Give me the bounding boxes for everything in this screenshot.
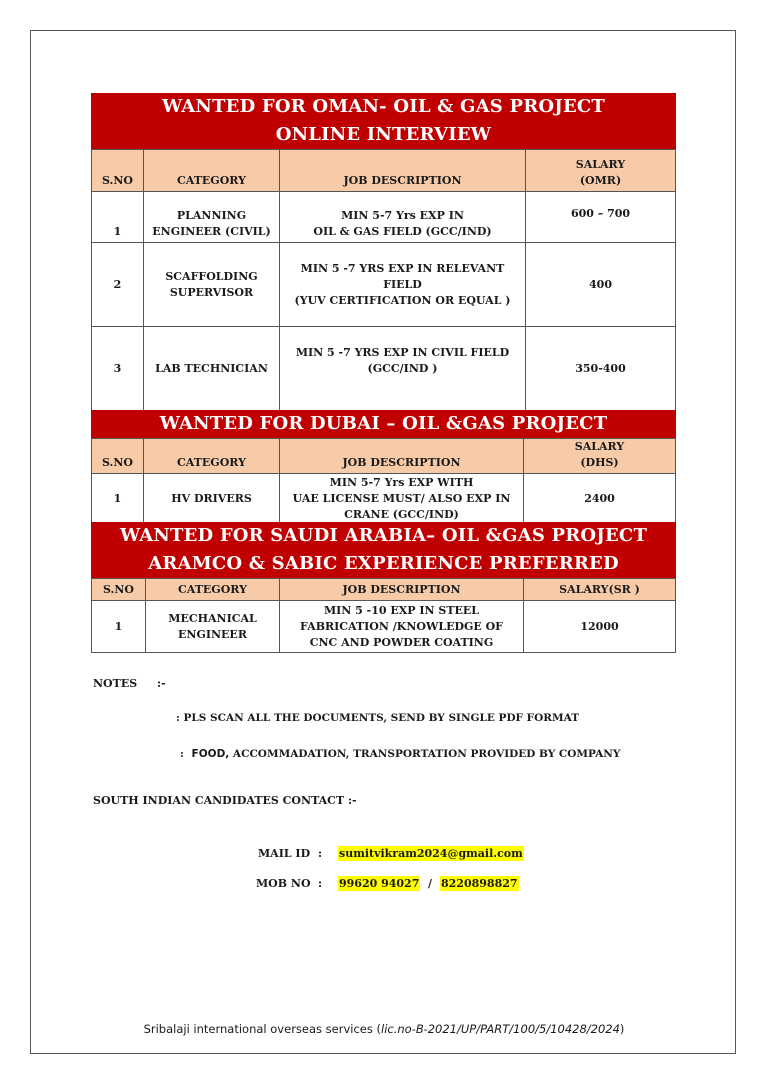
oman-table <box>91 149 676 411</box>
header-job-description: JOB DESCRIPTION <box>280 150 526 192</box>
header-salary-currency: (DHS) <box>580 456 619 469</box>
category-line: ENGINEER (CIVIL) <box>152 225 271 238</box>
header-sno: S.NO <box>92 150 144 192</box>
job-line: OIL & GAS FIELD (GCC/IND) <box>313 225 492 238</box>
dubai-banner: WANTED FOR DUBAI – OIL &GAS PROJECT <box>91 410 676 438</box>
footer-license: lic.no-B-2021/UP/PART/100/5/10428/2024 <box>381 1022 620 1036</box>
job-line: FIELD <box>383 277 422 291</box>
header-salary-currency: (OMR) <box>579 174 622 187</box>
row-salary: 12000 <box>524 601 676 653</box>
category-line: SUPERVISOR <box>169 285 254 299</box>
category-line: SCAFFOLDING <box>165 269 258 283</box>
header-job-description: JOB DESCRIPTION <box>280 439 524 474</box>
job-line: MIN 5-7 Yrs EXP IN <box>341 209 464 222</box>
header-salary: SALARY(SR ) <box>524 579 676 601</box>
job-line: (YUV CERTIFICATION OR EQUAL ) <box>294 293 511 307</box>
row-job-description <box>280 601 524 653</box>
row-category <box>146 601 280 653</box>
oman-banner-title: WANTED FOR OMAN- OIL & GAS PROJECT <box>162 96 605 117</box>
footer-company: Sribalaji international overseas services ( <box>143 1022 382 1036</box>
job-line: CNC AND POWDER COATING <box>309 635 494 649</box>
header-job-description: JOB DESCRIPTION <box>280 579 524 601</box>
saudi-banner <box>91 522 676 578</box>
row-salary: 400 <box>526 243 676 327</box>
job-line: FABRICATION /KNOWLEDGE OF <box>300 619 503 633</box>
row-sno: 1 <box>92 192 144 243</box>
table-row <box>92 327 676 411</box>
row-sno: 1 <box>92 601 146 653</box>
row-job-description <box>280 243 526 327</box>
header-salary <box>524 439 676 474</box>
oman-banner-subtitle: ONLINE INTERVIEW <box>275 124 492 145</box>
mob-value-1[interactable]: 99620 94027 <box>339 877 420 890</box>
job-line: UAE LICENSE MUST/ ALSO EXP IN <box>292 491 511 505</box>
note-food: FOOD, <box>191 748 230 760</box>
table-row <box>92 243 676 327</box>
footer-close: ) <box>619 1022 625 1036</box>
category-line: MECHANICAL <box>168 611 257 625</box>
oman-section <box>91 93 676 411</box>
header-salary <box>526 150 676 192</box>
mob-separator: : <box>318 877 323 890</box>
mob-slash: / <box>428 877 433 890</box>
mail-label: MAIL ID <box>258 847 311 860</box>
header-category: CATEGORY <box>144 439 280 474</box>
oman-banner <box>91 93 676 149</box>
saudi-header-row <box>92 579 676 601</box>
header-salary-label: SALARY <box>575 158 626 171</box>
row-category <box>144 192 280 243</box>
saudi-table <box>91 578 676 653</box>
row-sno: 1 <box>92 474 144 524</box>
job-line: (GCC/IND ) <box>367 361 438 375</box>
row-sno: 3 <box>92 327 144 411</box>
row-salary: 350-400 <box>526 327 676 411</box>
job-line: MIN 5 -7 YRS EXP IN RELEVANT <box>300 261 505 275</box>
note-prefix: : <box>180 748 184 760</box>
saudi-banner-subtitle: ARAMCO & SABIC EXPERIENCE PREFERRED <box>148 553 619 574</box>
job-line: MIN 5 -7 YRS EXP IN CIVIL FIELD <box>295 345 510 359</box>
header-category: CATEGORY <box>146 579 280 601</box>
category-line: PLANNING <box>176 209 247 222</box>
row-salary: 600 – 700 <box>526 192 676 243</box>
note-line-documents: : PLS SCAN ALL THE DOCUMENTS, SEND BY SINGLE PDF FORMAT <box>176 712 580 724</box>
dubai-header-row <box>92 439 676 474</box>
header-sno: S.NO <box>92 439 144 474</box>
row-category <box>144 243 280 327</box>
row-salary: 2400 <box>524 474 676 524</box>
oman-header-row <box>92 150 676 192</box>
note-line-facilities <box>180 748 620 760</box>
row-category: LAB TECHNICIAN <box>144 327 280 411</box>
mail-value[interactable]: sumitvikram2024@gmail.com <box>339 847 523 860</box>
header-category: CATEGORY <box>144 150 280 192</box>
notes-separator: :- <box>157 677 166 690</box>
row-category: HV DRIVERS <box>144 474 280 524</box>
note-facilities-text: ACCOMMADATION, TRANSPORTATION PROVIDED BY COMPANY <box>229 748 621 760</box>
category-line: ENGINEER <box>178 627 247 641</box>
dubai-section <box>91 410 676 524</box>
dubai-table <box>91 438 676 524</box>
header-sno: S.NO <box>92 579 146 601</box>
row-job-description <box>280 474 524 524</box>
header-salary-label: SALARY <box>574 440 625 453</box>
table-row <box>92 474 676 524</box>
saudi-banner-title: WANTED FOR SAUDI ARABIA– OIL &GAS PROJECT <box>119 525 648 546</box>
job-line: MIN 5 -10 EXP IN STEEL <box>323 603 480 617</box>
job-line: MIN 5-7 Yrs EXP WITH <box>329 475 474 489</box>
row-job-description <box>280 327 526 411</box>
mob-label: MOB NO <box>256 877 311 890</box>
notes-label: NOTES <box>93 677 138 690</box>
mail-separator: : <box>318 847 323 860</box>
row-job-description <box>280 192 526 243</box>
contact-heading: SOUTH INDIAN CANDIDATES CONTACT :- <box>93 794 357 807</box>
footer <box>0 1022 768 1036</box>
job-line: CRANE (GCC/IND) <box>344 507 459 521</box>
table-row <box>92 192 676 243</box>
row-sno: 2 <box>92 243 144 327</box>
saudi-section <box>91 522 676 653</box>
table-row <box>92 601 676 653</box>
mob-value-2[interactable]: 8220898827 <box>441 877 518 890</box>
